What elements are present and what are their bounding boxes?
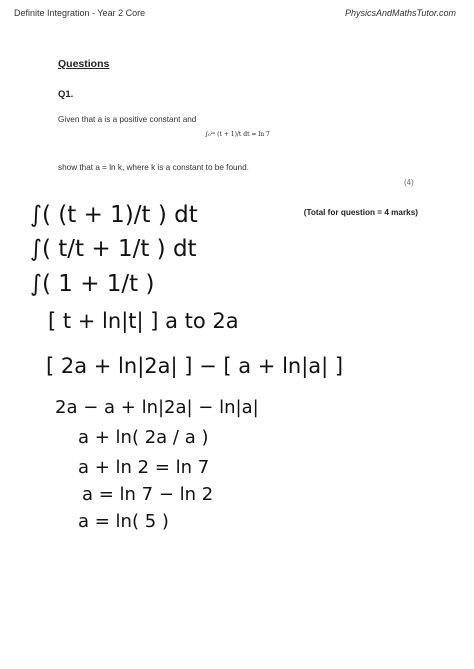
question-given-text: Given that a is a positive constant and	[58, 115, 197, 124]
document-header-source: PhysicsAndMathsTutor.com	[344, 8, 456, 18]
question-number: Q1.	[58, 89, 74, 100]
working-line-7: a + ln( 2a / a )	[78, 427, 209, 448]
question-marks: (4)	[404, 178, 414, 187]
working-line-9: a = ln 7 − ln 2	[82, 484, 214, 505]
section-title: Questions	[58, 58, 110, 70]
question-total-marks: (Total for question = 4 marks)	[303, 208, 418, 217]
question-integral: ∫₀²ᵃ (t + 1)/t dt = ln 7	[205, 131, 270, 138]
working-line-4: [ t + ln|t| ] a to 2a	[48, 309, 239, 333]
working-line-10: a = ln( 5 )	[78, 511, 169, 532]
working-line-6: 2a − a + ln|2a| − ln|a|	[55, 397, 259, 418]
working-line-8: a + ln 2 = ln 7	[78, 457, 210, 478]
question-show-text: show that a = ln k, where k is a constant to be found.	[58, 163, 249, 172]
working-line-1: ∫( (t + 1)/t ) dt	[30, 202, 198, 228]
working-line-5: [ 2a + ln|2a| ] − [ a + ln|a| ]	[46, 354, 344, 378]
working-line-3: ∫( 1 + 1/t )	[30, 271, 155, 297]
document-header-title: Definite Integration - Year 2 Core	[14, 8, 146, 18]
working-line-2: ∫( t/t + 1/t ) dt	[30, 236, 197, 262]
